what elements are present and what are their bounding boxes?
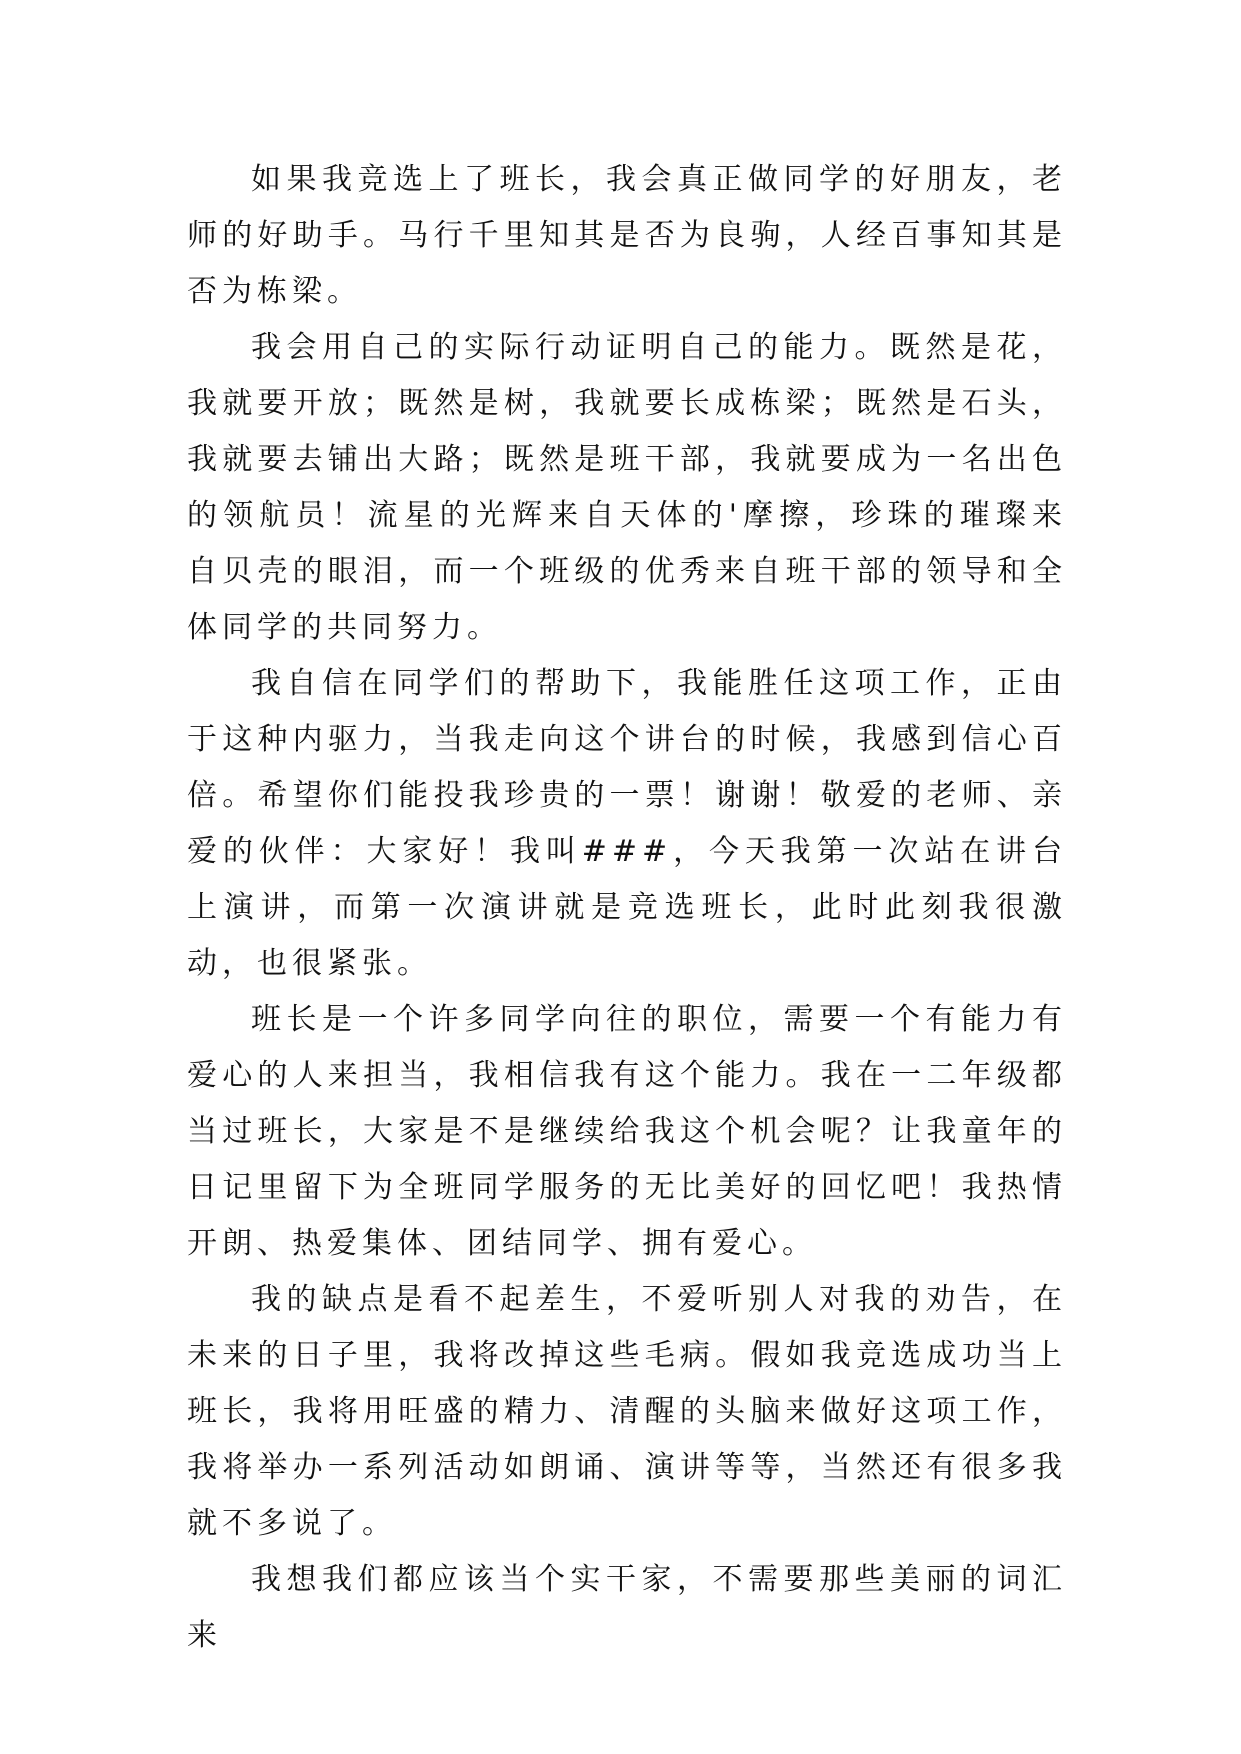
paragraph-1: 如果我竞选上了班长，我会真正做同学的好朋友，老师的好助手。马行千里知其是否为良驹，人经百事知其是否为栋梁。 [187, 162, 1067, 309]
paragraph-3: 我自信在同学们的帮助下，我能胜任这项工作，正由于这种内驱力，当我走向这个讲台的时候，我感到信心百倍。希望你们能投我珍贵的一票！谢谢！敬爱的老师、亲爱的伙伴：大家好！我叫###，今天我第一次站在讲台上演讲，而第一次演讲就是竞选班长，此时此刻我很激动，也很紧张。 [187, 666, 1067, 981]
paragraph-6: 我想我们都应该当个实干家，不需要那些美丽的词汇来 [187, 1562, 1067, 1653]
paragraph-4: 班长是一个许多同学向往的职位，需要一个有能力有爱心的人来担当，我相信我有这个能力。我在一二年级都当过班长，大家是不是继续给我这个机会呢？让我童年的日记里留下为全班同学服务的无比美好的回忆吧！我热情开朗、热爱集体、团结同学、拥有爱心。 [187, 1002, 1067, 1261]
paragraph-5: 我的缺点是看不起差生，不爱听别人对我的劝告，在未来的日子里，我将改掉这些毛病。假如我竞选成功当上班长，我将用旺盛的精力、清醒的头脑来做好这项工作，我将举办一系列活动如朗诵、演讲等等，当然还有很多我就不多说了。 [187, 1282, 1067, 1541]
paragraph-2: 我会用自己的实际行动证明自己的能力。既然是花，我就要开放；既然是树，我就要长成栋梁；既然是石头，我就要去铺出大路；既然是班干部，我就要成为一名出色的领航员！流星的光辉来自天体的'摩擦，珍珠的璀璨来自贝壳的眼泪，而一个班级的优秀来自班干部的领导和全体同学的共同努力。 [187, 330, 1067, 645]
document-body [187, 152, 1067, 1664]
